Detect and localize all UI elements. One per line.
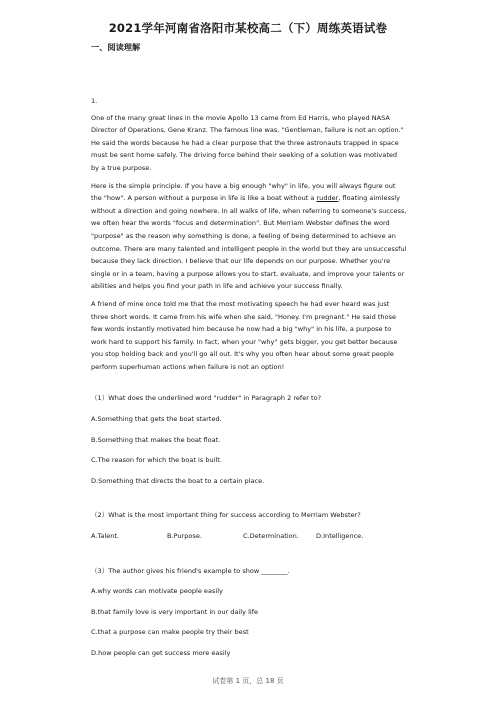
question-3-stem: （3）The author gives his friend's example to show ________.	[91, 566, 290, 575]
question-2-stem: （2）What is the most important thing for success according to Merriam Webster?	[91, 511, 361, 520]
page-title: 2021学年河南省洛阳市某校高二（下）周练英语试卷	[108, 21, 388, 35]
question-3-option-b: B.that family love is very important in our daily life	[91, 607, 259, 616]
page-footer: 试卷第 1 页，总 18 页	[212, 677, 284, 685]
question-number: 1.	[91, 97, 98, 105]
question-3-option-c: C.that a purpose can make people try their best	[91, 628, 249, 637]
reading-passage-block	[91, 95, 407, 668]
question-1-option-d: D.Something that directs the boat to a certain place.	[91, 476, 265, 485]
passage-paragraph-2: Here is the simple principle. If you have a big enough "why" in life, you will always figure out the "how". A person without a purpose in life is like a boat without a rudder, floating aimlessly without a direction and going nowhere. In all walks of life, when referring to someone's success, we often hear the words "focus and determination". But Merriam Webster defines the word "purpose" as the reason why something is done, a feeling of being determined to achieve an outcome. There are many talented and intelligent people in the world but they are unsuccessful because they lack direction. I believe that our life depends on our purpose. Whether you're single or in a team, having a purpose allows you to start, evaluate, and improve your talents or abilities and helps you find your path in life and achieve your success finally.	[91, 181, 407, 291]
question-1-option-c: C.The reason for which the boat is built.	[91, 456, 222, 465]
question-2-option-b: B.Purpose.	[167, 532, 202, 541]
question-3-option-a: A.why words can motivate people easily	[91, 587, 223, 596]
question-2-options	[91, 530, 407, 543]
passage-paragraph-3: A friend of mine once told me that the most motivating speech he had ever heard was just three short words. It came from his wife when she said, "Honey. I'm pregnant." He said those few words instantly motivated him because he now had a big "why" in his life, a purpose to work hard to support his family. In fact, when your "why" gets bigger, you get better because you stop holding back and you'll go all out. It's why you often hear about some great people perform superhuman actions when failure is not an option!	[91, 299, 398, 371]
underlined-word: rudder	[316, 194, 339, 203]
question-2-option-a: A.Talent.	[91, 532, 120, 541]
question-1-option-b: B.Something that makes the boat float.	[91, 435, 221, 444]
question-1-option-a: A.Something that gets the boat started.	[91, 415, 222, 424]
question-3-option-d: D.how people can get success more easily	[91, 649, 231, 657]
question-1-stem: （1）What does the underlined word "rudder" in Paragraph 2 refer to?	[91, 394, 322, 403]
question-2-option-d: D.Intelligence.	[316, 532, 364, 541]
passage-paragraph-1: One of the many great lines in the movie Apollo 13 came from Ed Harris, who played NASA Director of Operations, Gene Kranz. The famous line was, "Gentleman, failure is not an option." He said the words because he had a clear purpose that the three astronauts trapped in space must be sent home safely. The driving force behind their seeking of a solution was motivated by a true purpose.	[91, 113, 404, 172]
section-heading: 一、阅读理解	[91, 42, 141, 52]
question-2-option-c: C.Determination.	[243, 532, 299, 541]
